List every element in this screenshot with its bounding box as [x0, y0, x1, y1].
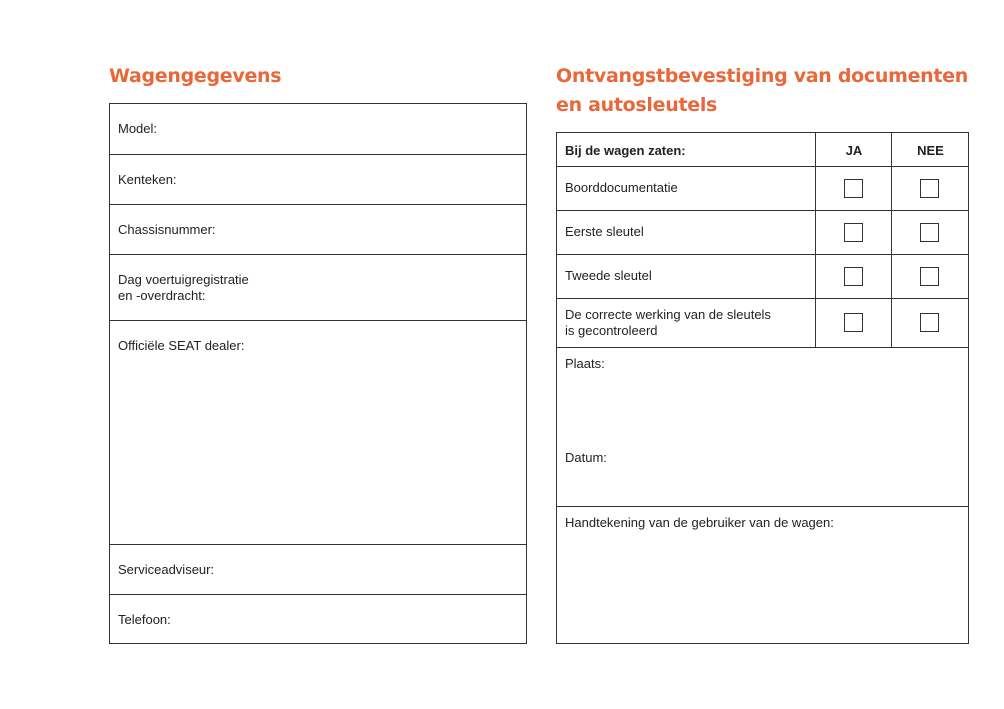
receipt-confirmation-form	[556, 132, 969, 644]
checkbox-ja[interactable]	[844, 223, 863, 242]
checkbox-ja[interactable]	[844, 267, 863, 286]
row-divider	[557, 254, 968, 255]
checkbox-nee[interactable]	[920, 313, 939, 332]
field-label-telefoon: Telefoon:	[118, 612, 171, 627]
row-divider	[557, 166, 968, 167]
table-row-label: De correcte werking van de sleutels is gecontroleerd	[565, 307, 771, 338]
table-row-label: Tweede sleutel	[565, 268, 652, 283]
row-divider	[557, 347, 968, 348]
row-divider	[557, 298, 968, 299]
table-header-nee: NEE	[917, 143, 944, 158]
field-label-serviceadviseur: Serviceadviseur:	[118, 562, 215, 577]
table-row-label: Boorddocumentatie	[565, 180, 678, 195]
field-label-chassisnummer: Chassisnummer:	[118, 222, 216, 237]
row-divider	[110, 544, 526, 545]
row-divider	[557, 210, 968, 211]
field-label-dealer: Officiële SEAT dealer:	[118, 338, 245, 353]
checkbox-ja[interactable]	[844, 179, 863, 198]
field-label-registratie: Dag voertuigregistratie en -overdracht:	[118, 272, 249, 303]
checkbox-nee[interactable]	[920, 267, 939, 286]
row-divider	[110, 154, 526, 155]
table-row-label: Eerste sleutel	[565, 224, 644, 239]
field-label-datum: Datum:	[565, 450, 607, 465]
row-divider	[110, 320, 526, 321]
table-header-ja: JA	[845, 143, 863, 158]
field-label-plaats: Plaats:	[565, 356, 605, 371]
documents-table	[557, 133, 968, 347]
field-label-model: Model:	[118, 121, 158, 136]
section-title-ontvangstbevestiging: Ontvangstbevestiging van documenten en autosleutels	[556, 65, 968, 116]
table-header-item: Bij de wagen zaten:	[565, 143, 686, 158]
section-title-wagengegevens: Wagengegevens	[109, 65, 282, 87]
row-divider	[110, 594, 526, 595]
checkbox-nee[interactable]	[920, 179, 939, 198]
row-divider	[110, 204, 526, 205]
checkbox-nee[interactable]	[920, 223, 939, 242]
checkbox-ja[interactable]	[844, 313, 863, 332]
field-label-handtekening: Handtekening van de gebruiker van de wagen:	[565, 515, 834, 530]
row-divider	[557, 506, 968, 507]
vehicle-details-form	[109, 103, 527, 644]
row-divider	[110, 254, 526, 255]
field-label-kenteken: Kenteken:	[118, 172, 177, 187]
